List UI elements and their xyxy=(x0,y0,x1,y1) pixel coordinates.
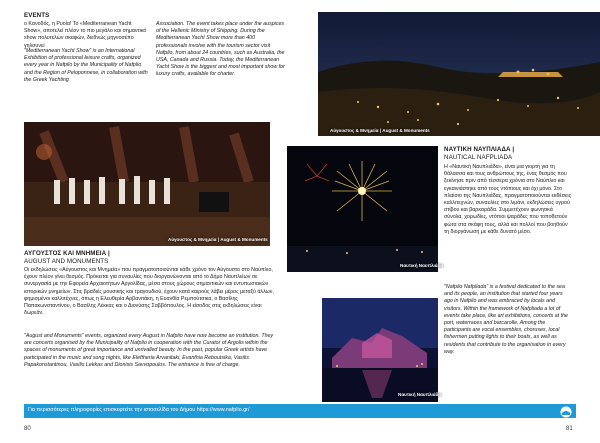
fireworks-photo xyxy=(287,146,438,272)
nautical-english-text: "Nafplio Nafpliada" is a festival dedicated to the sea and its people, an institution that started four years ago in Nafplio and was embraced by locals and visitors. Within the framework of Nafpliada a lot of events take place, like art exhibitions, concerts at the port, waterraces and barcarolle. Among the participants are vocal ensembles, choruses, local fishermen putting lights to their boats, as well as residents that contribute to the organisation in every way. xyxy=(444,284,568,355)
nautical-title-greek: ΝΑΥΤΙΚΗ ΝΑΥΠΛΙΑΔΑ | xyxy=(444,146,515,153)
concert-photo xyxy=(24,122,270,246)
nafplio-logo-icon xyxy=(560,405,572,417)
fortress-photo xyxy=(322,298,438,402)
events-title: EVENTS xyxy=(24,12,50,19)
footer-link-text[interactable]: Για περισσότερες πληροφορίες επισκεφτείτε την ιστοσελίδα του Δήμου https://www.nafplio.gr/ xyxy=(28,407,250,413)
fireworks-caption: Ναυτική Ναυπλιάδα xyxy=(400,263,444,268)
august-greek-text: Οι εκδηλώσεις «Αύγουστος και Μνημεία» που πραγματοποιούνται κάθε χρόνο τον Αύγουστο στο Ναύπλιο, έχουν πλέον γίνει θεσμός. Πρόκειται για συναυλίες που διοργανώνονται από το Δήμο Ναυπλιέων σε συνεργασία με την Εφορεία Αρχαιοτήτων Αργολίδας, μέσα στους χώρους σημαντικών και εντυπωσιακών ιστορικών μνημείων. Στις βραδιές μουσικής και τραγουδιού, έχουν κατά καιρούς λάβει μέρος μεταξύ άλλων, φημισμένοι καλλιτέχνες, όπως η Ελευθερία Αρβανιτάκη, η Ευανθία Ρεμπούτσικα, ο Βασίλης Παπακωνσταντίνου, ο Βασίλης Λέκκας και ο Διονύσης Σαββόπουλος. Η είσοδος στις εκδηλώσεις είναι δωρεάν. xyxy=(24,267,274,317)
page-number-right: 81 xyxy=(566,426,573,432)
night-city-caption: Αύγουστος & Μνημεία | August & Monuments xyxy=(330,128,430,133)
night-city-photo xyxy=(318,12,600,136)
august-title-english: AUGUST AND MONUMENTS xyxy=(24,258,109,265)
fortress-caption: Ναυτική Ναυπλιάδα xyxy=(398,392,442,397)
events-greek-text: ο Κανοδός, η Ρυοία! Το «Mediterranean Yacht Show», αποτελεί πλέον το πιο μεγάλο και σημαντικό show πολυτελών σκαφών, διεθνώς μηγνοσέπο γηλσυνεί xyxy=(24,21,147,49)
events-english-text-1: "Mediterranean Yacht Show" is an International Exhibition of professional leisure crafts, organized every year in Nafplio by the Municipality of Nafplio and the Region of Peloponnese, in collaboration with the Greek Yachting xyxy=(24,48,148,83)
august-title-greek: ΑΥΓΟΥΣΤΟΣ ΚΑΙ ΜΝΗΜΕΙΑ | xyxy=(24,250,110,257)
nautical-greek-text: Η «Ναυτική Ναυπλιάδα», είναι μια γιορτή για τη θάλασσα και τους ανθρώπους της, ένας θεσμός που ξεκίνησε πριν από τέσσερα χρόνια στο Ναύπλιο και εγκαινιάστηκε από τους ντόπιους και όχι μόνο. Στο πλαίσιο της Ναυπλιάδας, πραγματοποιούνται εκθέσεις καλλιτεχνών, συναυλίες στο λιμάνι, εκδηλώσεις υγρού στίβου και βαρκαράδα. Συμμετέχουν φωνητικά σύνολα, χορωδίες, ντόπιοι ψαράδες που τοποθετούν φώτα στα σκάφη τους, αλλά και πολλοί που βοηθούν τη διοργάνωση με κάθε δυνατό μέσο. xyxy=(444,164,572,235)
fortress-illustration xyxy=(322,298,438,402)
concert-illustration xyxy=(24,122,270,246)
footer-bar xyxy=(24,404,576,418)
fireworks-illustration xyxy=(287,146,438,272)
page-number-left: 80 xyxy=(24,426,31,432)
nautical-title-english: NAUTICAL NAFPLIADA xyxy=(444,154,513,161)
events-english-text-2: Association. The event takes place under the auspices of the Hellenic Ministry of Shipping. During the Mediterranean Yacht Show more than 400 professionals involve with the tourism sector visit Nafplio, from about 24 countries, such as Australia, the USA, Canada and Russia. Today, the Mediterranean Yacht Show is the biggest and most important show for luxury crafts, available for charter. xyxy=(156,21,285,78)
night-city-illustration xyxy=(318,12,600,136)
august-english-text: "August and Monuments" events, organized every August in Nafplio have now become an institution. They are concerts organised by the Municipality of Nafplio in cooperation with the Curator of Argolis within the spaces of monuments of great importance and unrivalled beauty. In the past, popular Greek artists have participated in the music and song nights, like Eleftheria Arvanitaki, Evanthia Reboutsika, Vasilis Papakonstantinou, Vasilis Lekkas and Dionisis Savvopoulos. The entrance is free of charge. xyxy=(24,333,274,368)
concert-caption: Αύγουστος & Μνημεία | August & Monuments xyxy=(168,237,268,242)
